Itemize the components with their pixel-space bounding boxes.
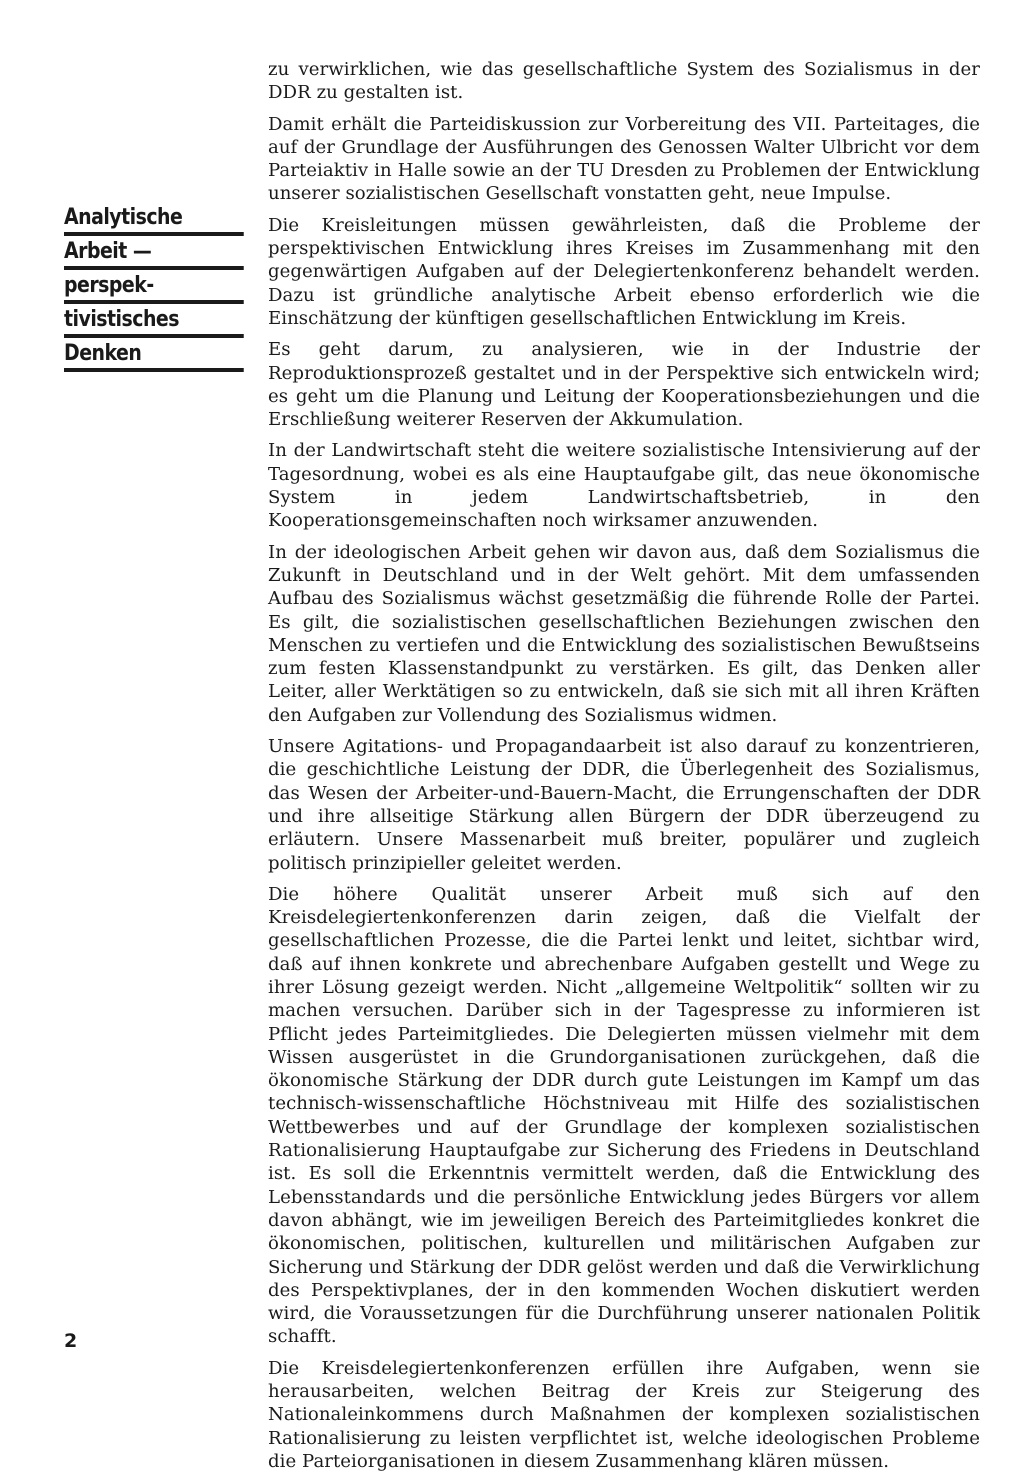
- paragraph: Die höhere Qualität unserer Arbeit muß sich auf den Kreisdelegiertenkonferenzen darin zeigen, daß die Vielfalt der gesellschaftlichen Prozesse, die die Partei lenkt und leitet, sichtbar wird, daß auf ihnen konkrete und abrechenbare Aufgaben gestellt und Wege zu ihrer Lösung gezeigt werden. Nicht „allgemeine Weltpolitik“ sollten wir zu machen versuchen. Darüber sich in der Tagespresse zu informieren ist Pflicht jedes Parteimitgliedes. Die Delegierten müssen vielmehr mit dem Wissen ausgerüstet in die Grundorganisationen zurückgehen, daß die ökonomische Stärkung der DDR durch gute Leistungen im Kampf um das technisch-wissenschaftliche Höchstniveau mit Hilfe des sozialistischen Wettbewerbes und auf der Grundlage der komplexen sozialistischen Rationalisierung Hauptaufgabe zur Sicherung des Friedens in Deutschland ist. Es soll die Erkenntnis vermittelt werden, daß die Entwicklung des Lebensstandards und die persönliche Entwicklung jedes Bürgers vor allem davon abhängt, wie im jeweiligen Bereich des Parteimitgliedes konkret die ökonomischen, politischen, kulturellen und militärischen Aufgaben zur Sicherung und Stärkung der DDR gelöst werden und daß die Verwirklichung des Perspektivplanes, der in den kommenden Wochen diskutiert werden wird, die Voraussetzungen für die Durchführung unserer nationalen Politik schafft.: [268, 883, 980, 1348]
- body-text: [268, 58, 980, 1481]
- margin-heading-line: Arbeit —: [64, 236, 244, 270]
- margin-heading-line: perspek-: [64, 270, 244, 304]
- paragraph: Die Kreisdelegiertenkonferenzen erfüllen ihre Aufgaben, wenn sie herausarbeiten, welchen Beitrag der Kreis zur Steigerung des Nationaleinkommens durch Maßnahmen der komplexen sozialistischen Rationalisierung zu leisten verpflichtet ist, welche ideologischen Probleme die Parteiorganisationen in diesem Zusammenhang klären müssen.: [268, 1357, 980, 1472]
- paragraph: In der Landwirtschaft steht die weitere sozialistische Intensivierung auf der Tagesordnung, wobei es als eine Hauptaufgabe gilt, das neue ökonomische System in jedem Landwirtschaftsbetrieb, in den Kooperationsgemeinschaften noch wirksamer anzuwenden.: [268, 440, 980, 532]
- margin-heading-line: Denken: [64, 338, 244, 372]
- paragraph: zu verwirklichen, wie das gesellschaftliche System des Sozialismus in der DDR zu gestalten ist.: [268, 59, 980, 104]
- margin-heading-line: tivistisches: [64, 304, 244, 338]
- paragraph: Es geht darum, zu analysieren, wie in der Industrie der Reproduktionsprozeß gestaltet und in der Perspektive sich entwickeln wird; es geht um die Planung und Leitung der Kooperationsbeziehungen und die Erschließung weiterer Reserven der Akkumulation.: [268, 339, 980, 431]
- paragraph: In der ideologischen Arbeit gehen wir davon aus, daß dem Sozialismus die Zukunft in Deutschland und in der Welt gehört. Mit dem umfassenden Aufbau des Sozialismus wächst gesetzmäßig die führende Rolle der Partei. Es gilt, die sozialistischen gesellschaftlichen Beziehungen zwischen den Menschen zu vertiefen und die Entwicklung des sozialistischen Bewußtseins zum festen Klassenstandpunkt zu verstärken. Es gilt, das Denken aller Leiter, aller Werktätigen so zu entwickeln, daß sie sich mit all ihren Kräften den Aufgaben zur Vollendung des Sozialismus widmen.: [268, 541, 980, 726]
- paragraph: Damit erhält die Parteidiskussion zur Vorbereitung des VII. Parteitages, die auf der Grundlage der Ausführungen des Genossen Walter Ulbricht vor dem Parteiaktiv in Halle sowie an der TU Dresden zu Problemen der Entwicklung unserer sozialistischen Gesellschaft vonstatten geht, neue Impulse.: [268, 113, 980, 205]
- page-number: 2: [64, 1330, 78, 1352]
- margin-heading: [64, 202, 244, 372]
- paragraph: Die Kreisleitungen müssen gewährleisten, daß die Probleme der perspektivischen Entwicklung ihres Kreises im Zusammenhang mit den gegenwärtigen Aufgaben auf der Delegiertenkonferenz behandelt werden. Dazu ist gründliche analytische Arbeit ebenso erforderlich wie die Einschätzung der künftigen gesellschaftlichen Entwicklung im Kreis.: [268, 214, 980, 329]
- paragraph: Unsere Agitations- und Propagandaarbeit ist also darauf zu konzentrieren, die geschichtliche Leistung der DDR, die Überlegenheit des Sozialismus, das Wesen der Arbeiter-und-Bauern-Macht, die Errungenschaften der DDR und ihre allseitige Stärkung allen Bürgern der DDR überzeugend zu erläutern. Unsere Massenarbeit muß breiter, populärer und zugleich politisch prinzipieller geleitet werden.: [268, 736, 980, 874]
- margin-heading-line: Analytische: [64, 202, 244, 236]
